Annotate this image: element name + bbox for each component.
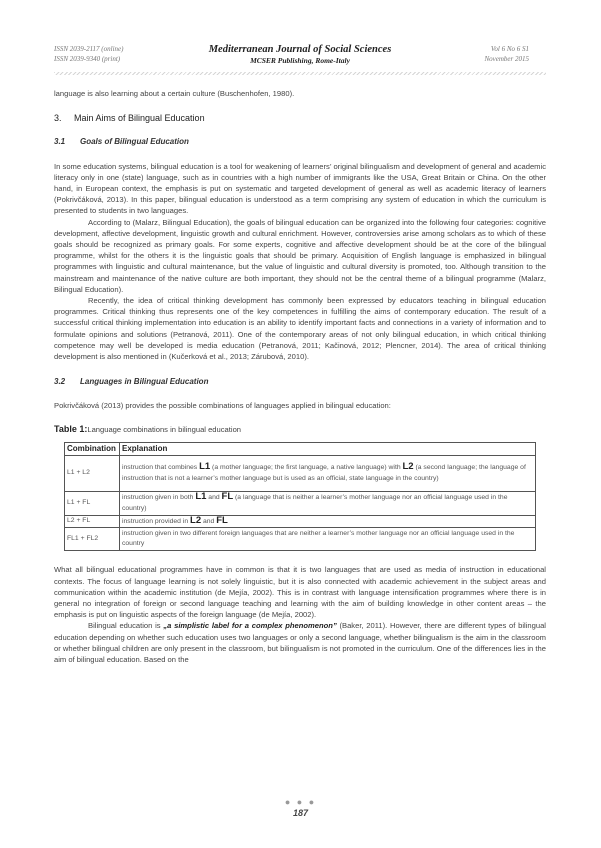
journal-title: Mediterranean Journal of Social Sciences — [208, 44, 392, 55]
table-caption — [54, 424, 546, 435]
carryover-paragraph: language is also learning about a certain culture (Buschenhofen, 1980). — [54, 89, 295, 98]
explanation-cell: instruction provided in L2 and FL — [120, 515, 536, 528]
page-header — [0, 44, 601, 80]
table-label: Table 1: — [54, 423, 88, 434]
paragraph-5: What all bilingual educational programmes have in common is that it is two languages that are used as media of instruction in educational contexts. The focus of language learning is not solely linguistic, but it is also connected with academic achievement in the subject areas and communication within the academic institution (de Mejía, 2002). This is in contrast with language intensification programmes where there is in general no integration of foreign or second language teaching and learning with the aim of building knowledge in other content areas – the emphasis is put on linguistic aspects of the foreign language (de Mejía, 2002). — [54, 565, 546, 620]
section-heading-3 — [54, 113, 546, 124]
explanation-cell: instruction given in both L1 and FL (a language that is neither a learner’s mother language nor an official language used in the country) — [120, 491, 536, 515]
table-row — [65, 491, 536, 515]
paragraph-2: According to (Malarz, Bilingual Education), the goals of bilingual education can be organized into the following four categories: cognitive development, affective development, linguistic growth and cultural enrichment. However, controversies arise among scholars as to which of these goals should be recognized as primary goals. For some experts, cognitive and affective development should be at the core of the bilingual programme, whilst for the others it is the linguistic goals that should be primary. Acquisition of English language is emphasized in bilingual programmes with linguistic and cultural maintenance, but the value of linguistic and cultural diversity is promoted, too. Although transition to the mainstream and maintenance of the native culture are both important, they should not be the central theme of a bilingual programme (Malarz, Bilingual Education). — [54, 217, 546, 294]
header-divider — [54, 72, 546, 75]
combination-cell: FL1 + FL2 — [65, 528, 120, 551]
subsection-title: Languages in Bilingual Education — [80, 377, 209, 387]
paragraph-6: Bilingual education is „a simplistic label for a complex phenomenon” (Baker, 2011). However, there are different types of bilingual education depending on whether such education uses two languages or only a second language, whether bilingualism is the aim in the classroom or whether bilingual children are only present in the classroom, but bilingualism is not promoted in the curriculum. One of the differences lies in the aim of bilingual education. Based on the — [54, 621, 546, 664]
paragraph-3: Recently, the idea of critical thinking development has commonly been expressed by educators teaching in bilingual education programmes. Critical thinking thus represents one of the key competences in fulfilling the aims of contemporary education. The result of a successful critical thinking implementation into education is an ability to identify important facts and connections in a variety of information and to formulate opinions and solutions (Petranová, 2011). One of the contemporary areas of not only bilingual education, in which critical thinking competence may well be developed is media education (Petranová, 2011; Kačinová, 2012; Plencner, 2014). The area of critical thinking development is also mentioned in (Kučerková et al., 2013; Zárubová, 2010). — [54, 296, 546, 362]
issn-print: ISSN 2039-9340 (print) — [54, 55, 121, 63]
issn-online: ISSN 2039-2117 (online) — [54, 45, 124, 53]
section-title: Main Aims of Bilingual Education — [74, 113, 205, 124]
footer-dots-icon: ● ● ● — [284, 797, 317, 807]
page-body — [54, 88, 546, 665]
combination-cell: L1 + L2 — [65, 455, 120, 491]
combination-cell: L2 + FL — [65, 515, 120, 528]
section-number: 3. — [54, 113, 62, 124]
subsection-number: 3.1 — [54, 137, 66, 147]
explanation-cell: instruction that combines L1 (a mother language; the first language, a native language) with L2 (a second language; the language of instruction that is not a learner’s mother language but is used as an official, state language in the country) — [120, 455, 536, 491]
explanation-cell: instruction given in two different foreign languages that are neither a learner’s mother language nor an official language used in the country — [120, 528, 536, 551]
subsection-title: Goals of Bilingual Education — [80, 137, 189, 147]
quoted-definition: „a simplistic label for a complex phenomenon” — [163, 621, 337, 631]
volume-block — [484, 44, 529, 64]
table-caption-text: Language combinations in bilingual education — [87, 424, 242, 434]
page-footer — [0, 798, 601, 819]
journal-block — [150, 44, 450, 66]
subsection-heading-3-1 — [54, 136, 546, 147]
issn-block — [54, 44, 123, 64]
volume: Vol 6 No 6 S1 — [490, 45, 529, 53]
table-row — [65, 455, 536, 491]
combination-cell: L1 + FL — [65, 491, 120, 515]
column-header-explanation: Explanation — [120, 442, 536, 455]
column-header-combination: Combination — [65, 442, 120, 455]
paragraph-1: In some education systems, bilingual education is a tool for weakening of learners’ original bilingualism and development of general and academic literacy only in one (state) language, such as in countries with a high number of immigrants like the USA, Great Britain or China. On the other hand, in European context, the emphasis is put on systematic and targeted development of general as well as academic literacy of learners (Pokrivčáková, 2013). In this paper, bilingual education is understood as a term comprising any system of education in which the curriculum is presented to students in two languages. — [54, 161, 546, 216]
table-row — [65, 515, 536, 528]
publisher: MCSER Publishing, Rome-Italy — [250, 56, 350, 65]
subsection-number: 3.2 — [54, 377, 66, 387]
language-combinations-table — [64, 442, 536, 552]
table-header-row — [65, 442, 536, 455]
paragraph-4: Pokrivčáková (2013) provides the possible combinations of languages applied in bilingual education: — [54, 401, 391, 411]
subsection-heading-3-2 — [54, 376, 546, 387]
page-number: 187 — [292, 808, 309, 818]
table-row — [65, 528, 536, 551]
issue-date: November 2015 — [484, 55, 529, 63]
